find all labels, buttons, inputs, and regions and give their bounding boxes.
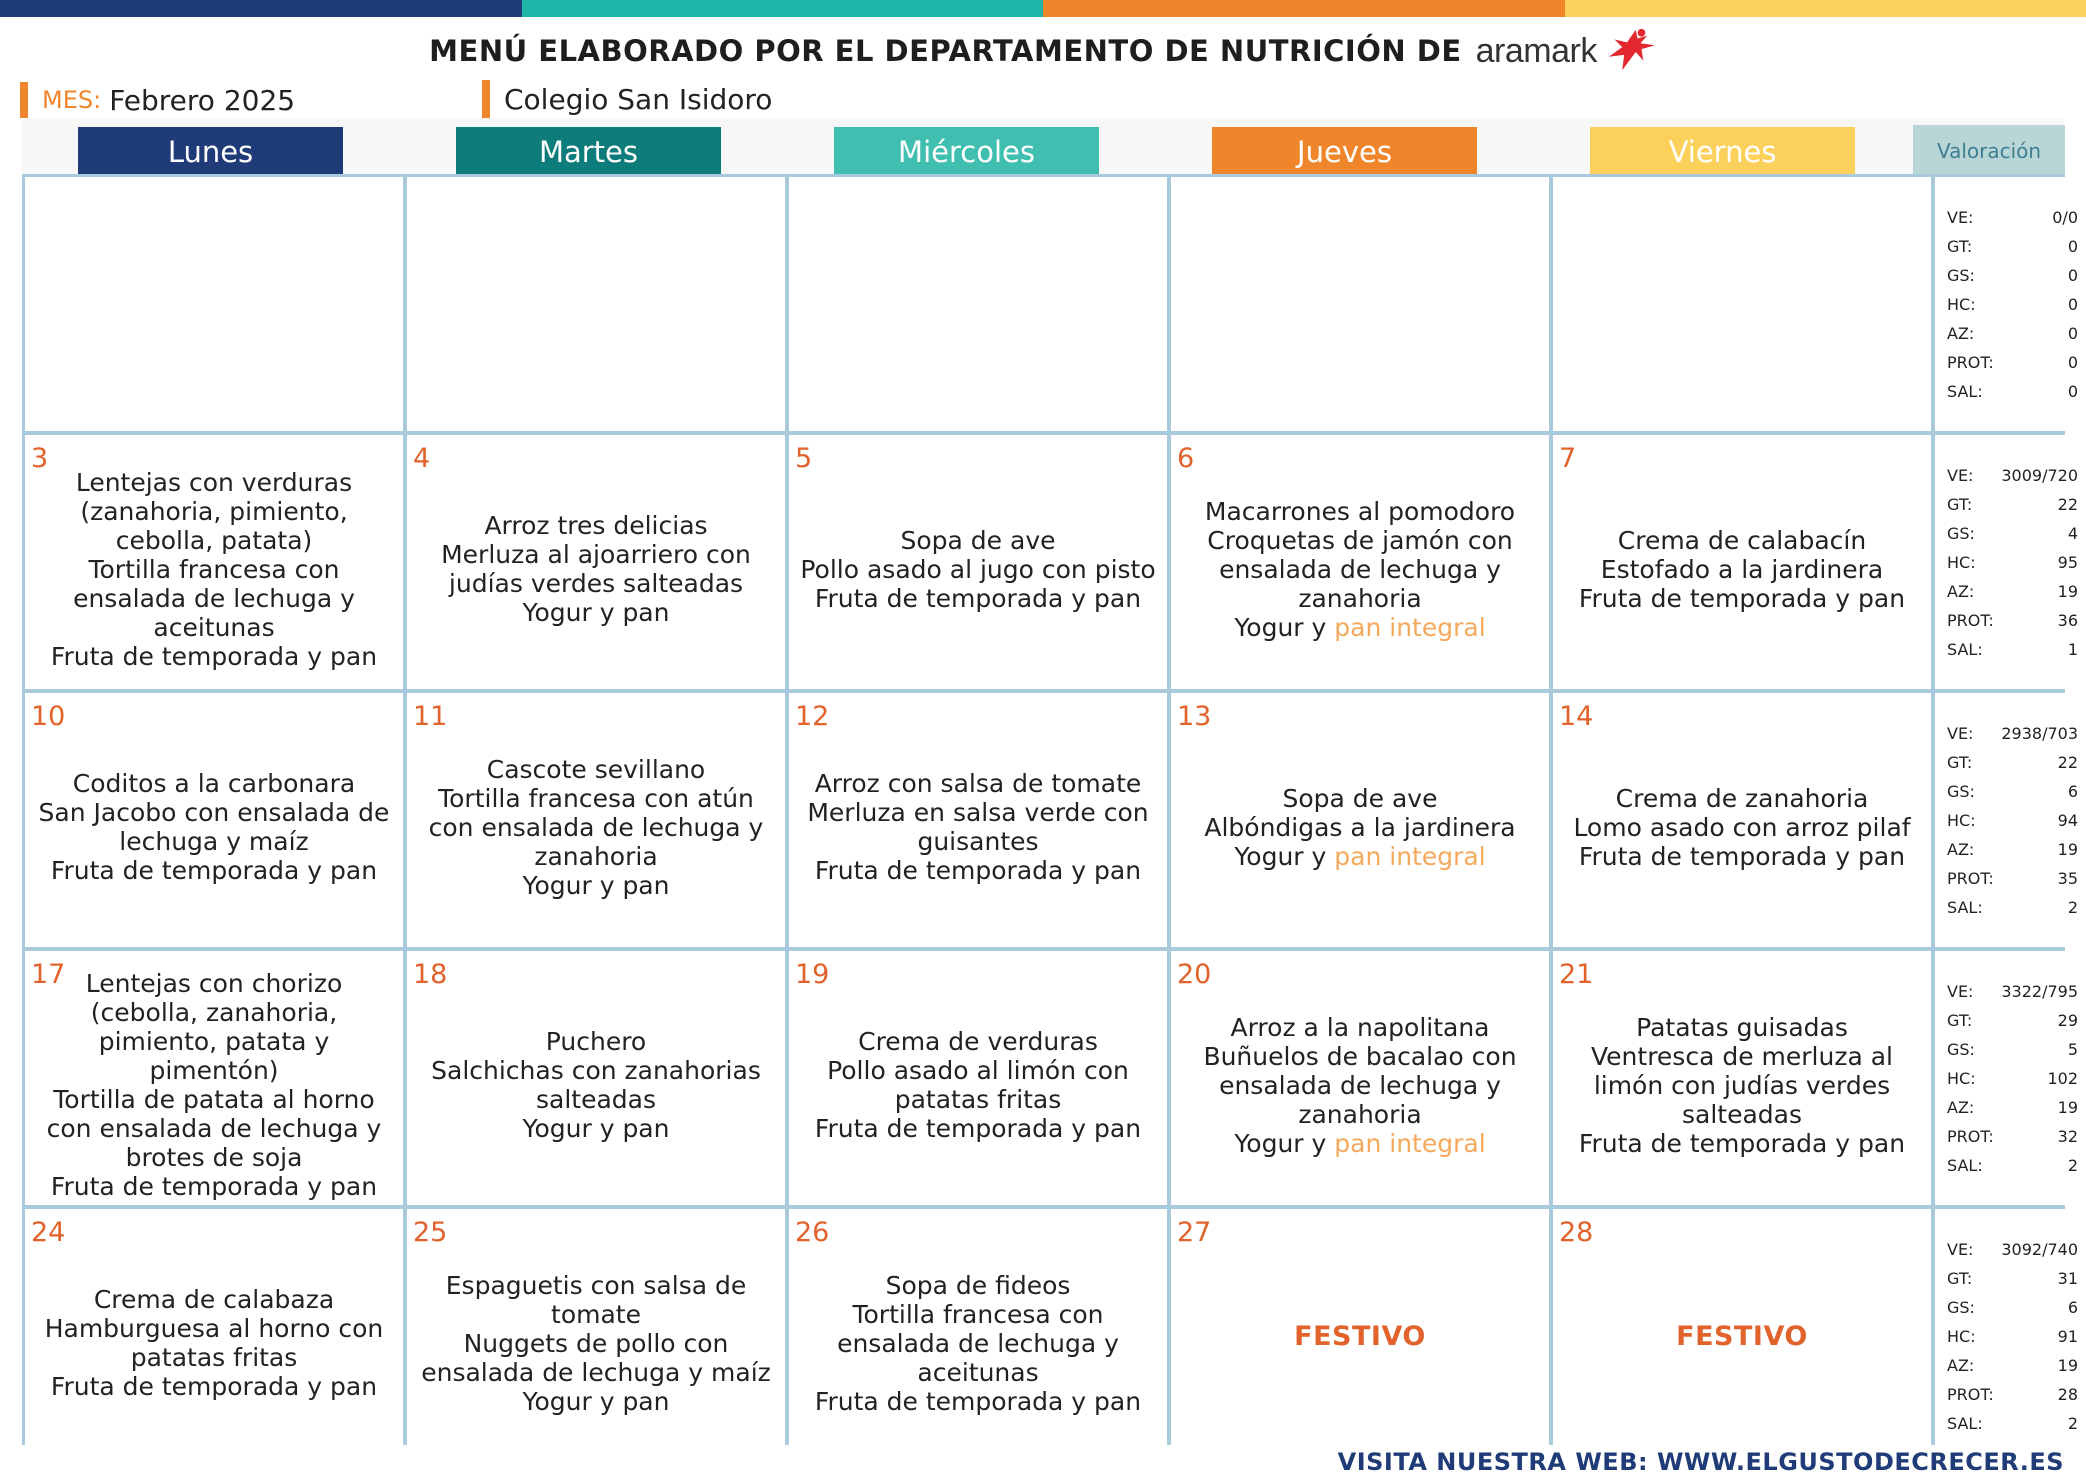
month-field [20,82,458,118]
dessert-line [1179,613,1541,642]
nutrition-value: 5 [2067,1039,2078,1059]
nutrition-key: VE: [1947,1239,1974,1259]
nutrition-key: HC: [1947,294,1976,314]
nutrition-value: 22 [2057,494,2078,514]
nutrition-key: GT: [1947,494,1973,514]
nutrition-key: GS: [1947,781,1975,801]
dish-line: Puchero [545,1027,647,1056]
day-number: 11 [413,701,448,732]
nutrition-summary [1935,693,2086,947]
nutrition-key: AZ: [1947,581,1975,601]
dish-line: Lentejas con verduras (zanahoria, pimiento, cebolla, patata) [75,467,353,555]
day-number: 7 [1559,443,1577,474]
day-header-lunes: Lunes [78,127,343,176]
nutrition-row [1947,1380,2078,1409]
nutrition-value: 36 [2057,610,2078,630]
nutrition-value: 102 [2047,1068,2078,1088]
day-cell [25,435,403,689]
nutrition-value: 0 [2067,352,2078,372]
nutrition-value: 0/0 [2052,207,2078,227]
day-cell [407,435,785,689]
dish-line: Ventresca de merluza al limón con judías verdes salteadas [1591,1041,1893,1129]
dessert-text: Yogur y [1234,612,1335,642]
dish-line: Hamburguesa al horno con patatas fritas [44,1314,384,1372]
nutrition-value: 6 [2067,1297,2078,1317]
nutrition-row [1947,203,2078,232]
month-label: MES: [42,86,102,114]
nutrition-key: HC: [1947,552,1976,572]
nutrition-key: SAL: [1947,1155,1983,1175]
dish-line: Pollo asado al limón con patatas fritas [827,1056,1129,1114]
menu-dishes [407,1271,785,1416]
nutrition-row [1947,1264,2078,1293]
nutrition-key: GT: [1947,1268,1973,1288]
nutrition-row [1947,1064,2078,1093]
nutrition-value: 4 [2067,523,2078,543]
menu-dishes [1171,497,1549,642]
nutrition-row [1947,319,2078,348]
day-number: 27 [1177,1217,1212,1248]
nutrition-key: GT: [1947,1010,1973,1030]
nutrition-value: 35 [2057,868,2078,888]
nutrition-row [1947,1006,2078,1035]
pan-integral-text: pan integral [1334,1128,1486,1158]
nutrition-key: GS: [1947,265,1975,285]
nutrition-row [1947,1151,2078,1180]
nutrition-summary [1935,177,2086,431]
nutrition-value: 19 [2057,1355,2078,1375]
nutrition-summary [1935,435,2086,689]
day-cell [25,177,403,431]
nutrition-key: SAL: [1947,1413,1983,1433]
nutrition-value: 3092/740 [2001,1239,2078,1259]
nutrition-row [1947,519,2078,548]
dish-line: Cascote sevillano [486,754,706,784]
title-row [0,26,2086,76]
day-cell [25,1209,403,1463]
dish-line: Merluza en salsa verde con guisantes [807,798,1149,856]
day-header-martes: Martes [456,127,721,176]
school-field [482,80,2066,118]
menu-dishes [25,468,403,671]
dish-line: Sopa de fideos [885,1270,1071,1300]
month-value: Febrero 2025 [109,83,296,117]
dish-line: Albóndigas a la jardinera [1204,812,1516,842]
website-footer: VISITA NUESTRA WEB: WWW.ELGUSTODECRECER.ES [1337,1448,2064,1476]
top-color-bar [0,0,2086,17]
nutrition-value: 0 [2067,265,2078,285]
day-number: 14 [1559,701,1594,732]
nutrition-key: HC: [1947,810,1976,830]
day-number: 4 [413,443,431,474]
nutrition-row [1947,1293,2078,1322]
nutrition-key: AZ: [1947,1097,1975,1117]
day-cell [1171,435,1549,689]
dish-line: Tortilla francesa con ensalada de lechuga y aceitunas [837,1299,1119,1387]
nutrition-key: PROT: [1947,868,1994,888]
nutrition-value: 6 [2067,781,2078,801]
nutrition-key: PROT: [1947,1384,1994,1404]
menu-dishes [789,769,1167,885]
nutrition-value: 2 [2067,1413,2078,1433]
nutrition-key: GT: [1947,236,1973,256]
dish-line: Nuggets de pollo con ensalada de lechuga y maíz [421,1328,771,1387]
nutrition-row [1947,1235,2078,1264]
nutrition-row [1947,1035,2078,1064]
valoracion-header: Valoración [1913,125,2065,176]
menu-dishes [1553,1013,1931,1158]
dessert-text: Yogur y [1234,841,1335,871]
nutrition-value: 95 [2057,552,2078,572]
day-number: 20 [1177,959,1212,990]
day-number: 10 [31,701,66,732]
nutrition-key: GT: [1947,752,1973,772]
nutrition-row [1947,1322,2078,1351]
day-cell [407,1209,785,1463]
dish-line: Tortilla de patata al horno con ensalada de lechuga y brotes de soja [46,1085,382,1172]
nutrition-value: 31 [2057,1268,2078,1288]
menu-dishes [1565,784,1918,871]
dish-line: Fruta de temporada y pan [814,583,1142,613]
menu-dishes [789,1271,1167,1416]
nutrition-row [1947,232,2078,261]
nutrition-key: SAL: [1947,897,1983,917]
dish-line: Yogur y pan [522,598,670,627]
menu-calendar-grid [22,174,2078,1445]
nutrition-key: HC: [1947,1068,1976,1088]
pan-integral-text: pan integral [1334,841,1486,871]
nutrition-value: 3009/720 [2001,465,2078,485]
day-cell [407,177,785,431]
dish-line: Patatas guisadas [1636,1012,1848,1042]
nutrition-row [1947,261,2078,290]
menu-dishes [1196,784,1523,871]
nutrition-row [1947,577,2078,606]
day-cell [25,693,403,947]
day-header-miercoles: Miércoles [834,127,1099,176]
nutrition-row [1947,635,2078,664]
aramark-star-person-icon [1599,26,1657,76]
aramark-logo [1476,26,1657,76]
day-cell [789,177,1167,431]
menu-dishes [25,969,403,1201]
dish-line: Crema de calabacín [1617,525,1867,555]
nutrition-value: 28 [2057,1384,2078,1404]
dish-line: Arroz con salsa de tomate [814,769,1142,798]
nutrition-key: AZ: [1947,839,1975,859]
nutrition-key: AZ: [1947,1355,1975,1375]
nutrition-value: 1 [2067,639,2078,659]
nutrition-value: 0 [2067,323,2078,343]
day-cell [407,693,785,947]
menu-dishes [25,1285,403,1401]
nutrition-value: 29 [2057,1010,2078,1030]
nutrition-row [1947,1093,2078,1122]
nutrition-summary [1935,1209,2086,1463]
day-cell [789,1209,1167,1463]
dish-line: Fruta de temporada y pan [1578,841,1906,871]
nutrition-row [1947,893,2078,922]
nutrition-row [1947,348,2078,377]
nutrition-key: GS: [1947,523,1975,543]
dish-line: Sopa de ave [1282,783,1438,813]
day-cell [1553,1209,1931,1463]
dish-line: Fruta de temporada y pan [50,1172,378,1201]
nutrition-key: VE: [1947,981,1974,1001]
day-number: 28 [1559,1217,1594,1248]
nutrition-row [1947,748,2078,777]
nutrition-value: 0 [2067,236,2078,256]
nutrition-row [1947,806,2078,835]
dish-line: Coditos a la carbonara [72,769,356,798]
nutrition-row [1947,977,2078,1006]
festivo-label: FESTIVO [1294,1320,1426,1352]
dessert-line [1204,842,1515,871]
nutrition-row [1947,864,2078,893]
nutrition-value: 2 [2067,1155,2078,1175]
nutrition-key: SAL: [1947,381,1983,401]
day-header-viernes: Viernes [1590,127,1855,176]
menu-dishes [407,511,785,627]
nutrition-key: VE: [1947,207,1974,227]
dish-line: Crema de zanahoria [1615,783,1869,813]
day-number: 12 [795,701,830,732]
nutrition-key: AZ: [1947,323,1975,343]
menu-dishes [407,1027,785,1143]
day-number: 3 [31,443,49,474]
nutrition-key: PROT: [1947,610,1994,630]
nutrition-key: GS: [1947,1297,1975,1317]
day-cell [1171,1209,1549,1463]
nutrition-row [1947,548,2078,577]
dish-line: Yogur y pan [522,1114,670,1143]
nutrition-value: 32 [2057,1126,2078,1146]
nutrition-row [1947,606,2078,635]
dish-line: Salchichas con zanahorias salteadas [431,1056,761,1114]
nutrition-value: 19 [2057,581,2078,601]
nutrition-key: PROT: [1947,352,1994,372]
day-cell [1553,177,1931,431]
dish-line: Estofado a la jardinera [1600,554,1884,584]
day-number: 18 [413,959,448,990]
nutrition-key: SAL: [1947,639,1983,659]
nutrition-row [1947,777,2078,806]
dish-line: Arroz a la napolitana [1230,1012,1490,1042]
menu-dishes [789,1027,1167,1143]
nutrition-value: 19 [2057,839,2078,859]
dish-line: Merluza al ajoarriero con judías verdes salteadas [441,540,751,598]
festivo-label: FESTIVO [1676,1320,1808,1352]
dessert-line [1179,1129,1541,1158]
day-cell [1553,951,1931,1205]
day-cell [1171,177,1549,431]
day-number: 19 [795,959,830,990]
nutrition-value: 3322/795 [2001,981,2078,1001]
nutrition-row [1947,1409,2078,1438]
dish-line: Lentejas con chorizo (cebolla, zanahoria, pimiento, patata y pimentón) [85,969,343,1085]
dish-line: Tortilla francesa con ensalada de lechuga y aceitunas [73,554,355,642]
nutrition-value: 22 [2057,752,2078,772]
day-cell [1171,951,1549,1205]
day-number: 26 [795,1217,830,1248]
dish-line: Espaguetis con salsa de tomate [445,1270,747,1329]
dish-line: Pollo asado al jugo con pisto [800,554,1156,584]
dish-line: Sopa de ave [900,525,1056,555]
nutrition-row [1947,290,2078,319]
nutrition-value: 2 [2067,897,2078,917]
dessert-text: Yogur y [1234,1128,1335,1158]
dish-line: Buñuelos de bacalao con ensalada de lechuga y zanahoria [1203,1041,1517,1129]
menu-dishes [1171,1013,1549,1158]
dish-line: Fruta de temporada y pan [50,641,378,671]
dish-line: Crema de calabaza [93,1285,335,1314]
nutrition-key: PROT: [1947,1126,1994,1146]
nutrition-value: 91 [2057,1326,2078,1346]
dish-line: Yogur y pan [522,870,670,900]
menu-dishes [407,755,785,900]
nutrition-row [1947,490,2078,519]
nutrition-value: 94 [2057,810,2078,830]
day-number: 21 [1559,959,1594,990]
nutrition-key: VE: [1947,465,1974,485]
dish-line: Fruta de temporada y pan [1578,583,1906,613]
day-cell [789,693,1167,947]
dish-line: Macarrones al pomodoro [1204,496,1516,526]
page-title: MENÚ ELABORADO POR EL DEPARTAMENTO DE NUTRICIÓN DE [429,34,1462,68]
day-cell [25,951,403,1205]
nutrition-row [1947,461,2078,490]
nutrition-key: HC: [1947,1326,1976,1346]
dish-line: Tortilla francesa con atún con ensalada de lechuga y zanahoria [428,783,764,871]
day-number: 5 [795,443,813,474]
nutrition-row [1947,1122,2078,1151]
menu-dishes [25,769,403,885]
day-cell [1553,693,1931,947]
dish-line: Yogur y pan [522,1386,670,1416]
nutrition-key: VE: [1947,723,1974,743]
nutrition-row [1947,377,2078,406]
nutrition-key: GS: [1947,1039,1975,1059]
dish-line: Fruta de temporada y pan [814,856,1142,885]
logo-text: aramark [1475,31,1597,70]
nutrition-value: 0 [2067,381,2078,401]
menu-dishes [1571,526,1913,613]
day-number: 17 [31,959,66,990]
dish-line: Fruta de temporada y pan [50,1372,378,1401]
dish-line: San Jacobo con ensalada de lechuga y maíz [38,798,390,856]
day-cell [789,951,1167,1205]
menu-dishes [792,526,1163,613]
dish-line: Fruta de temporada y pan [814,1114,1142,1143]
day-cell [789,435,1167,689]
day-cell [407,951,785,1205]
dish-line: Fruta de temporada y pan [814,1386,1142,1416]
day-number: 25 [413,1217,448,1248]
nutrition-row [1947,1351,2078,1380]
day-number: 13 [1177,701,1212,732]
pan-integral-text: pan integral [1334,612,1486,642]
day-number: 6 [1177,443,1195,474]
nutrition-row [1947,835,2078,864]
day-cell [1553,435,1931,689]
dish-line: Arroz tres delicias [484,511,708,540]
dish-line: Fruta de temporada y pan [1578,1128,1906,1158]
dish-line: Crema de verduras [858,1027,1098,1056]
nutrition-value: 19 [2057,1097,2078,1117]
dish-line: Fruta de temporada y pan [50,856,378,885]
day-header-jueves: Jueves [1212,127,1477,176]
nutrition-summary [1935,951,2086,1205]
nutrition-row [1947,719,2078,748]
dish-line: Croquetas de jamón con ensalada de lechuga y zanahoria [1207,525,1513,613]
school-name: Colegio San Isidoro [504,82,773,116]
nutrition-value: 2938/703 [2001,723,2078,743]
dish-line: Lomo asado con arroz pilaf [1573,812,1911,842]
day-number: 24 [31,1217,66,1248]
day-cell [1171,693,1549,947]
nutrition-value: 0 [2067,294,2078,314]
